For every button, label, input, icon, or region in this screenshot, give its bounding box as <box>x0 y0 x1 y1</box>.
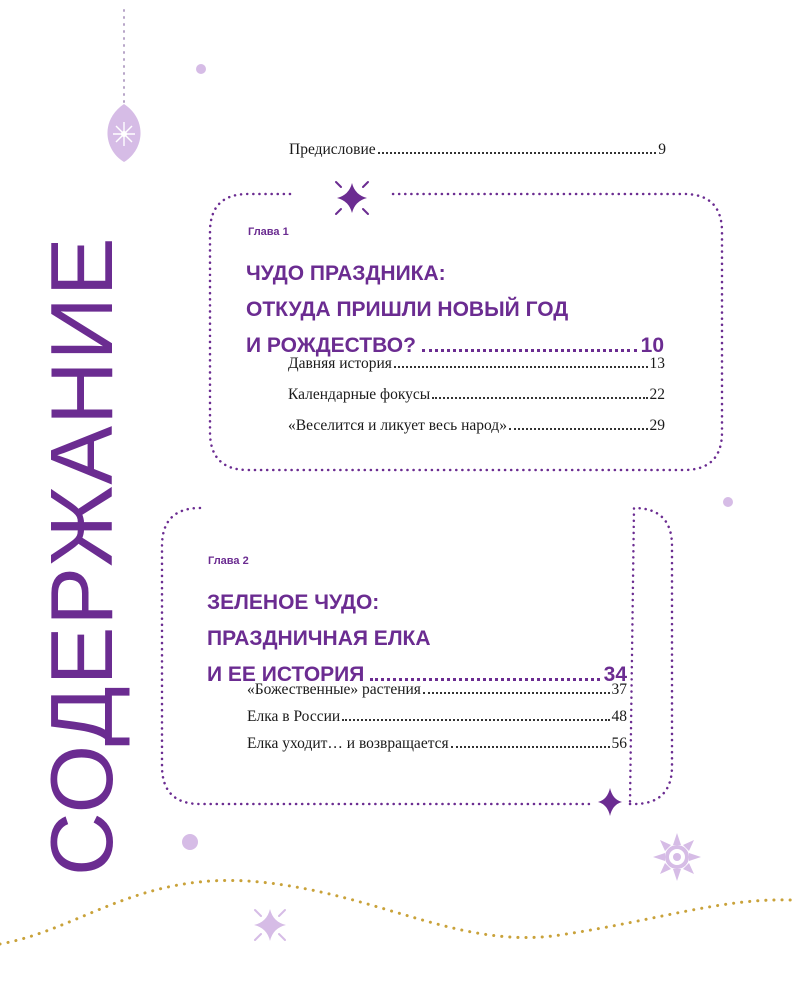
star-icon <box>336 182 368 214</box>
toc-entry-title: Календарные фокусы <box>288 386 431 403</box>
chapter-1-title[interactable] <box>246 256 664 364</box>
toc-entry-page: 56 <box>611 735 627 752</box>
toc-entry-preface[interactable] <box>289 141 666 159</box>
chapter-page: 34 <box>603 663 627 686</box>
leader-dots <box>342 719 609 721</box>
chapter-page: 10 <box>640 334 664 357</box>
leader-dots <box>432 397 647 399</box>
christmas-ornament-icon <box>107 104 140 162</box>
decor-dot <box>723 497 733 507</box>
chapter-title-line: И ЕЕ ИСТОРИЯ <box>207 663 365 686</box>
leader-dots <box>394 366 648 368</box>
leader-dots <box>422 349 637 352</box>
chapter-title-line: ПРАЗДНИЧНАЯ ЕЛКА <box>207 627 431 650</box>
sparkle-icon <box>598 788 622 816</box>
toc-entry-page: 48 <box>611 708 627 725</box>
page-title-vertical: СОДЕРЖАНИЕ <box>32 236 131 876</box>
decor-dot <box>182 834 198 850</box>
chapter-title-line: ЧУДО ПРАЗДНИКА: <box>246 262 446 285</box>
toc-entry-section[interactable] <box>247 735 627 753</box>
sun-snowflake-icon <box>653 833 701 881</box>
decor-dot <box>196 64 206 74</box>
toc-entry-title: «Веселится и ликует весь народ» <box>288 417 507 434</box>
toc-entry-section[interactable] <box>288 417 665 435</box>
chapter-2-label: Глава 2 <box>208 555 249 567</box>
toc-entry-page: 13 <box>649 355 665 372</box>
chapter-title-line: ЗЕЛЕНОЕ ЧУДО: <box>207 591 380 614</box>
toc-entry-page: 22 <box>649 386 665 403</box>
toc-entry-title: Давняя история <box>288 355 392 372</box>
toc-entry-title: Елка в России <box>247 708 341 725</box>
chapter-title-line: ОТКУДА ПРИШЛИ НОВЫЙ ГОД <box>246 298 569 321</box>
toc-entry-page: 9 <box>658 141 666 158</box>
chapter-title-line: И РОЖДЕСТВО? <box>246 334 416 357</box>
toc-entry-title: Предисловие <box>289 141 376 158</box>
snowflake-icon <box>254 909 286 941</box>
toc-entry-page: 29 <box>649 417 665 434</box>
leader-dots <box>509 428 648 430</box>
leader-dots <box>423 692 610 694</box>
toc-entry-section[interactable] <box>288 355 665 373</box>
toc-entry-section[interactable] <box>247 681 627 699</box>
toc-entry-title: Елка уходит… и возвращается <box>247 735 449 752</box>
leader-dots <box>378 152 657 154</box>
chapter-2-title[interactable] <box>207 585 627 693</box>
chapter-1-label: Глава 1 <box>248 226 289 238</box>
toc-entry-section[interactable] <box>247 708 627 726</box>
toc-entry-section[interactable] <box>288 386 665 404</box>
toc-entry-title: «Божественные» растения <box>247 681 421 698</box>
toc-entry-page: 37 <box>611 681 627 698</box>
leader-dots <box>451 746 610 748</box>
garland-dotted-line <box>0 880 792 944</box>
